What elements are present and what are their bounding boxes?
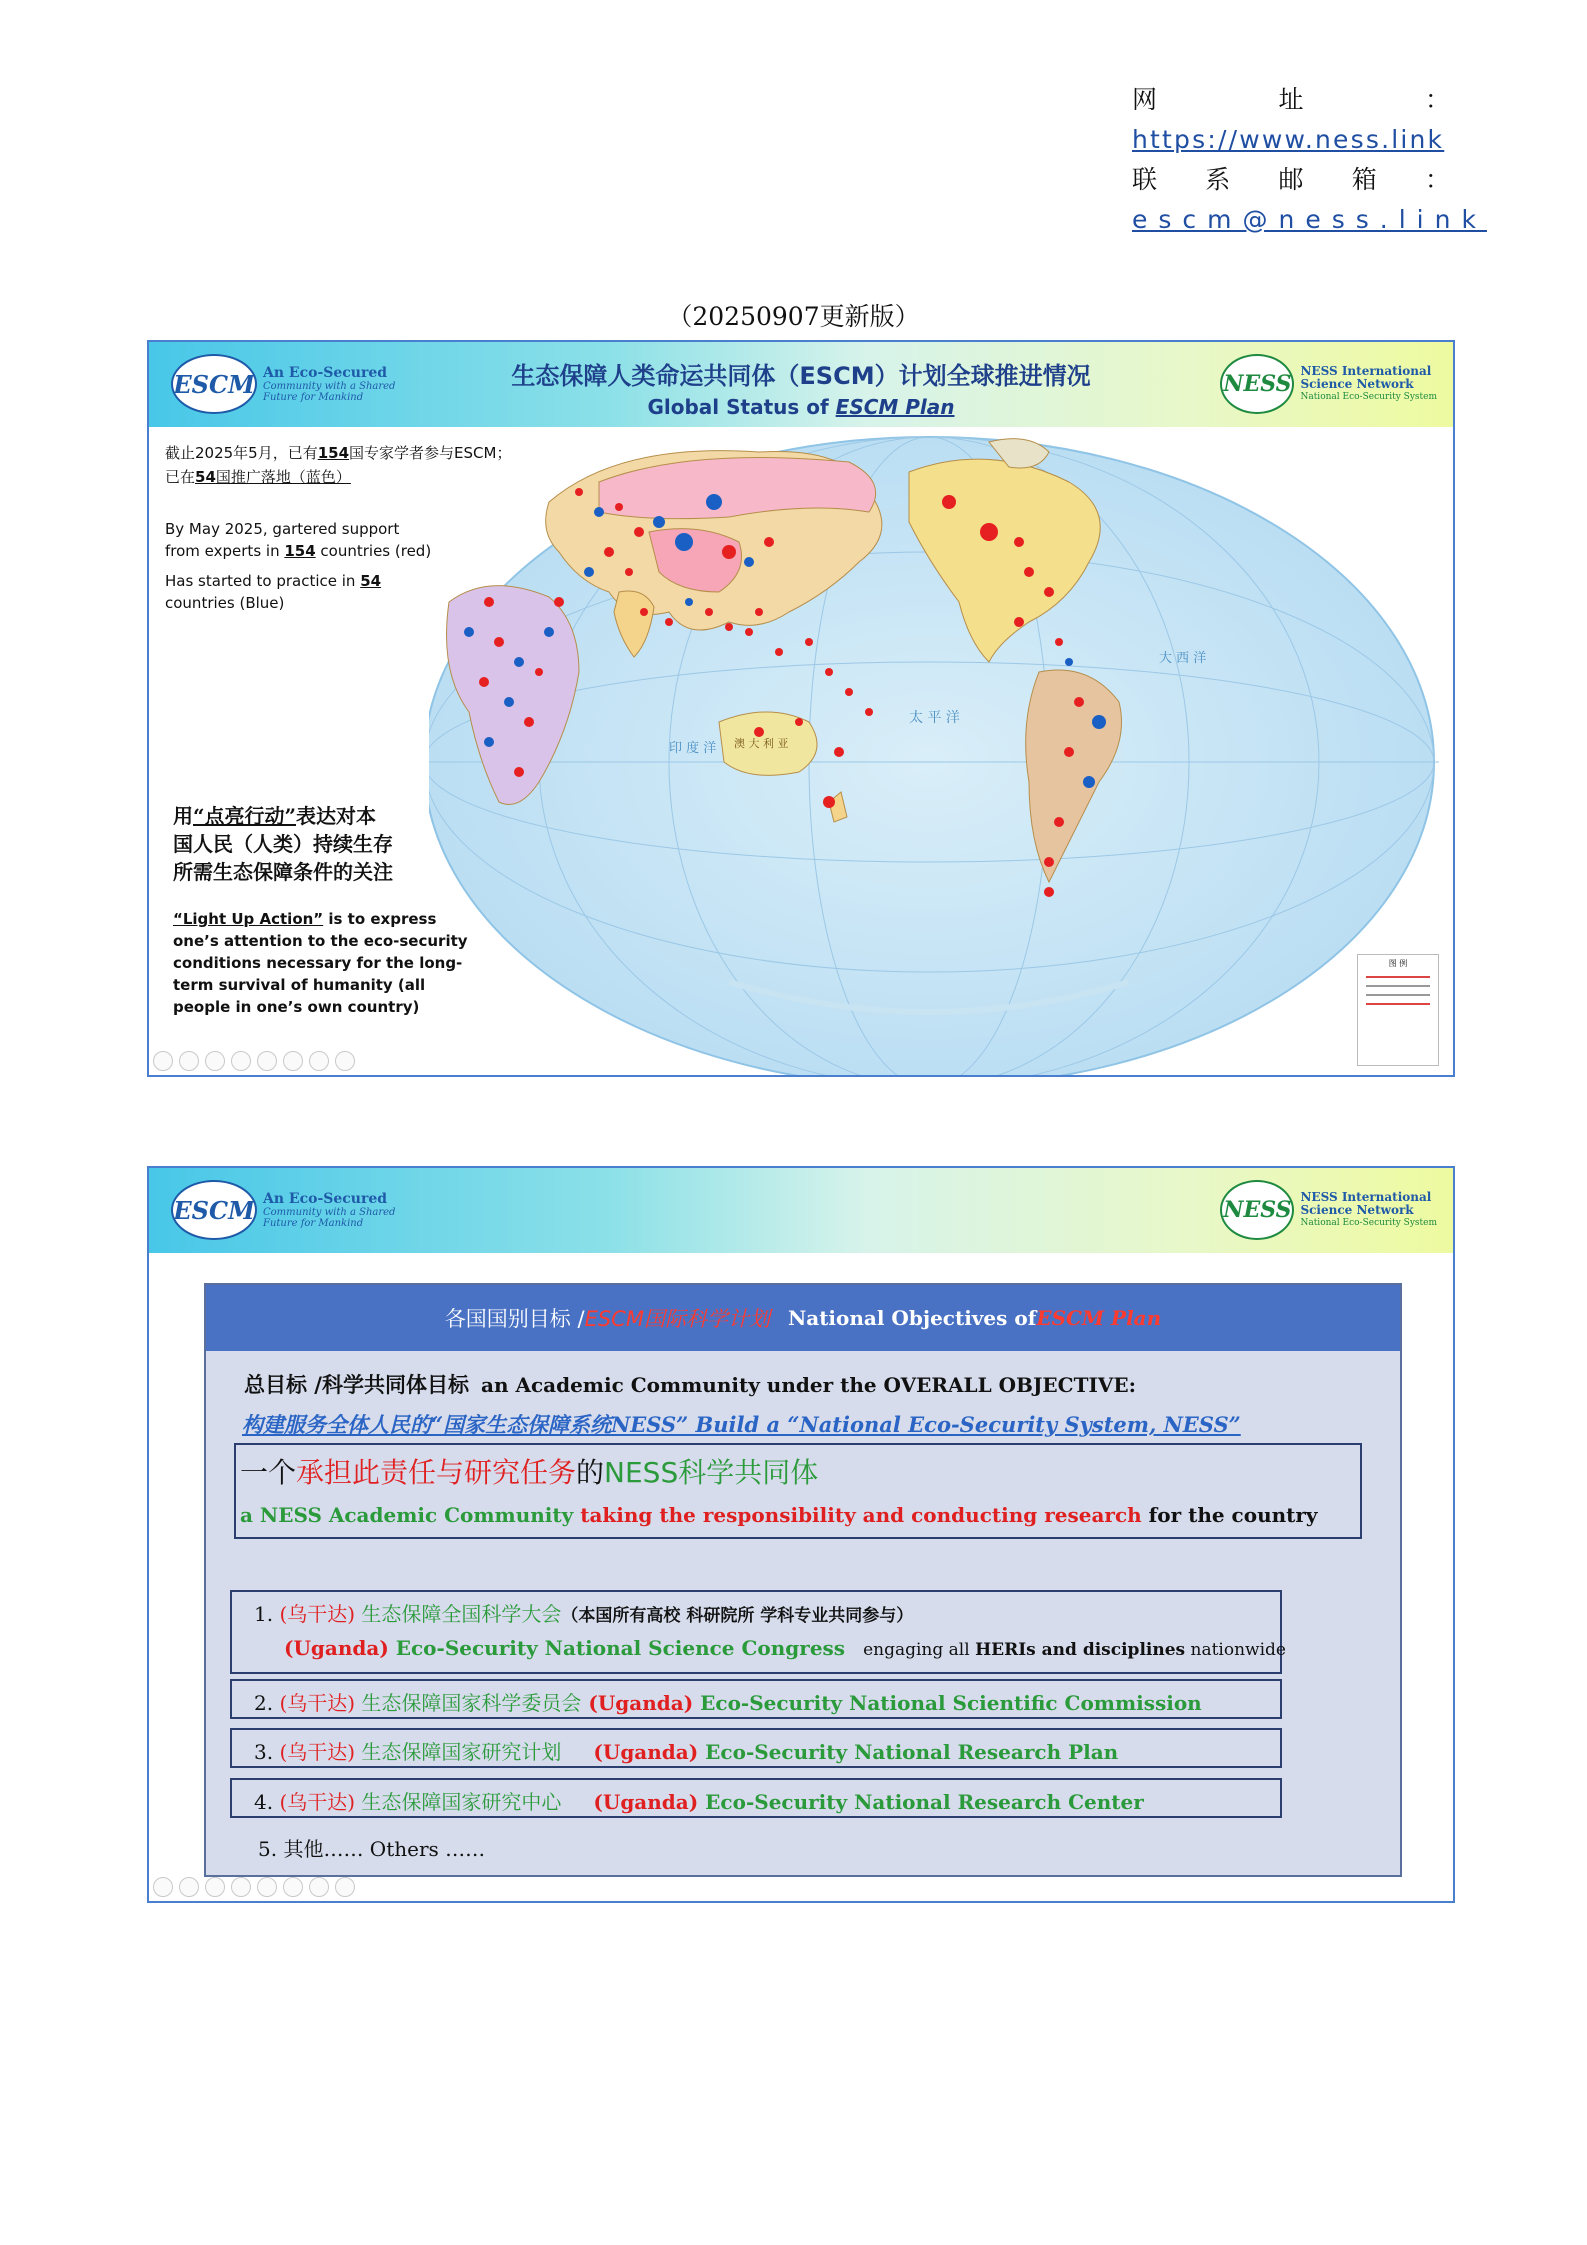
slide-global-status bbox=[147, 340, 1455, 1077]
map-dot-support bbox=[514, 767, 524, 777]
map-dot-support bbox=[845, 688, 853, 696]
community-en: a NESS Academic Community taking the responsibility and conducting research for the country bbox=[240, 1503, 1318, 1527]
camera-icon[interactable] bbox=[309, 1051, 329, 1071]
map-dot-support bbox=[805, 638, 813, 646]
map-dot-support bbox=[1014, 617, 1024, 627]
map-dot-practice bbox=[653, 516, 665, 528]
note-en-line3: Has started to practice in 54 bbox=[165, 572, 382, 590]
note-cn-line1: 截止2025年5月，已有154国专家学者参与ESCM； bbox=[165, 444, 512, 462]
escm-logo-line1: An Eco-Secured bbox=[263, 365, 388, 381]
ness-logo-badge: NESS bbox=[1220, 354, 1294, 414]
map-dot-practice bbox=[685, 598, 693, 606]
map-dot-support bbox=[865, 708, 873, 716]
map-dot-support bbox=[745, 628, 753, 636]
map-dot-support bbox=[1044, 857, 1054, 867]
map-legend bbox=[1357, 954, 1439, 1066]
map-dot-practice bbox=[484, 737, 494, 747]
more-icon[interactable] bbox=[335, 1877, 355, 1897]
map-dot-practice bbox=[584, 567, 594, 577]
map-dot-support bbox=[823, 796, 835, 808]
map-dot-support bbox=[554, 597, 564, 607]
slide-banner bbox=[149, 342, 1453, 427]
map-dot-support bbox=[1014, 537, 1024, 547]
map-label-indian: 印 度 洋 bbox=[669, 741, 717, 756]
map-dot-support bbox=[625, 568, 633, 576]
overall-objective: 总目标 /科学共同体目标 an Academic Community under the OVERALL OBJECTIVE: bbox=[244, 1373, 1136, 1397]
website-label-a: 网 bbox=[1132, 85, 1158, 114]
map-dot-support bbox=[1074, 697, 1084, 707]
map-dot-support bbox=[980, 523, 998, 541]
email-colon: ： bbox=[1424, 165, 1450, 194]
prev-icon[interactable] bbox=[153, 1877, 173, 1897]
email-label-d: 箱 bbox=[1351, 165, 1377, 194]
website-label-b: 址 bbox=[1278, 85, 1304, 114]
map-label-pacific: 太 平 洋 bbox=[909, 710, 960, 726]
note-en-line2: from experts in 154 countries (red) bbox=[165, 542, 432, 560]
email-link[interactable]: escm@ness.link bbox=[1132, 205, 1487, 234]
note-cn-line2: 已在54国推广落地（蓝色） bbox=[165, 468, 351, 486]
map-dot-practice bbox=[706, 494, 722, 510]
map-dot-support bbox=[1024, 567, 1034, 577]
next-icon[interactable] bbox=[179, 1051, 199, 1071]
screen-icon[interactable] bbox=[283, 1877, 303, 1897]
map-dot-practice bbox=[594, 507, 604, 517]
email-label-row bbox=[1132, 160, 1450, 200]
slide-title-en-pre: Global Status of bbox=[647, 395, 836, 419]
email-label-b: 系 bbox=[1205, 165, 1231, 194]
objective-item-3: 3. (乌干达) 生态保障国家研究计划 (Uganda) Eco-Security National Research Plan bbox=[230, 1728, 1282, 1768]
map-dot-practice bbox=[1083, 776, 1095, 788]
map-dot-practice bbox=[544, 627, 554, 637]
map-dot-support bbox=[484, 597, 494, 607]
map-dot-support bbox=[479, 677, 489, 687]
map-dot-support bbox=[524, 717, 534, 727]
escm-logo-line3: Future for Mankind bbox=[263, 392, 364, 403]
camera-icon[interactable] bbox=[309, 1877, 329, 1897]
objective-item-5: 5. 其他…… Others …… bbox=[258, 1837, 486, 1861]
website-link[interactable]: https://www.ness.link bbox=[1132, 125, 1445, 154]
community-box bbox=[234, 1443, 1362, 1539]
slide-national-objectives bbox=[147, 1166, 1455, 1903]
map-dot-support bbox=[825, 668, 833, 676]
map-dot-practice bbox=[514, 657, 524, 667]
map-dot-practice bbox=[675, 533, 693, 551]
map-dot-support bbox=[764, 537, 774, 547]
website-colon: ： bbox=[1424, 85, 1450, 114]
map-dot-support bbox=[942, 495, 956, 509]
ness-logo bbox=[1220, 354, 1437, 414]
prev-icon[interactable] bbox=[153, 1051, 173, 1071]
pen-icon[interactable] bbox=[205, 1877, 225, 1897]
ness-logo-badge-2: NESS bbox=[1220, 1180, 1294, 1240]
escm-logo-line2: Community with a Shared bbox=[263, 381, 396, 392]
map-dot-practice bbox=[504, 697, 514, 707]
map-dot-support bbox=[834, 747, 844, 757]
note-en-line1: By May 2025, gartered support bbox=[165, 520, 400, 538]
map-dot-support bbox=[1054, 817, 1064, 827]
objective-item-4: 4. (乌干达) 生态保障国家研究中心 (Uganda) Eco-Security National Research Center bbox=[230, 1778, 1282, 1818]
version-note: （20250907更新版） bbox=[667, 302, 920, 331]
screen-icon[interactable] bbox=[283, 1051, 303, 1071]
objectives-box bbox=[204, 1283, 1402, 1877]
map-dot-support bbox=[754, 727, 764, 737]
copy-icon[interactable] bbox=[231, 1051, 251, 1071]
map-dot-support bbox=[1064, 747, 1074, 757]
website-label-row bbox=[1132, 80, 1450, 120]
map-dot-practice bbox=[1092, 715, 1106, 729]
objectives-header: 各国国别目标 / ESCM国际科学计划 National Objectives of ESCM Plan bbox=[206, 1285, 1400, 1351]
more-icon[interactable] bbox=[335, 1051, 355, 1071]
ness-logo-line1: NESS International bbox=[1300, 363, 1432, 378]
map-dot-support bbox=[634, 527, 644, 537]
legend-title: 图 例 bbox=[1388, 959, 1408, 968]
map-dot-support bbox=[705, 608, 713, 616]
map-dot-support bbox=[795, 718, 803, 726]
ness-logo-line2: Science Network bbox=[1300, 376, 1414, 391]
ness-goal: 构建服务全体人民的“国家生态保障系统NESS” Build a “National Eco-Security System, NESS” bbox=[242, 1412, 1241, 1437]
map-dot-support bbox=[665, 618, 673, 626]
ness-logo-2: NESS NESS International Science Network National Eco-Security System bbox=[1220, 1180, 1437, 1240]
objective-item-2: 2. (乌干达) 生态保障国家科学委员会 (Uganda) Eco-Security National Scientific Commission bbox=[230, 1679, 1282, 1719]
note-en-line4: countries (Blue) bbox=[165, 594, 285, 612]
map-dot-practice bbox=[744, 557, 754, 567]
map-dot-practice bbox=[1065, 658, 1073, 666]
slide-title-en-em: ESCM Plan bbox=[835, 395, 955, 419]
map-dot-support bbox=[575, 488, 583, 496]
copy-icon[interactable] bbox=[231, 1877, 251, 1897]
map-label-atlantic: 大 西 洋 bbox=[1159, 651, 1207, 666]
objective-item-1: 1. (乌干达) 生态保障全国科学大会（本国所有高校 科研院所 学科专业共同参与） (Uganda) Eco-Security National Science Congress engaging all HERIs and disciplines nationwide bbox=[230, 1590, 1282, 1674]
next-icon[interactable] bbox=[179, 1877, 199, 1897]
slide-title-cn: 生态保障人类命运共同体（ESCM）计划全球推进情况 bbox=[511, 362, 1091, 390]
map-dot-support bbox=[775, 648, 783, 656]
ness-logo-line3: National Eco-Security System bbox=[1300, 391, 1437, 402]
email-label-c: 邮 bbox=[1278, 165, 1304, 194]
zoom-icon[interactable] bbox=[257, 1051, 277, 1071]
map-dot-support bbox=[494, 637, 504, 647]
slide2-banner bbox=[149, 1168, 1453, 1253]
light-up-cn: 用“点亮行动”表达对本 国人民（人类）持续生存 所需生态保障条件的关注 bbox=[173, 804, 393, 884]
pen-icon[interactable] bbox=[205, 1051, 225, 1071]
world-map bbox=[429, 422, 1449, 1077]
map-dot-support bbox=[1044, 587, 1054, 597]
light-up-en: “Light Up Action” is to express one’s attention to the eco-security conditions necessary for the long-term survival of humanity (all people in one’s own country) bbox=[173, 910, 468, 1016]
map-dot-support bbox=[604, 547, 614, 557]
email-label-a: 联 bbox=[1132, 165, 1158, 194]
map-dot-support bbox=[640, 608, 648, 616]
zoom-icon[interactable] bbox=[257, 1877, 277, 1897]
map-dot-support bbox=[755, 608, 763, 616]
map-dot-support bbox=[722, 545, 736, 559]
map-dot-support bbox=[1055, 638, 1063, 646]
slide2-toolbar bbox=[153, 1877, 355, 1897]
escm-logo-badge: ESCM bbox=[171, 354, 257, 414]
map-dot-practice bbox=[464, 627, 474, 637]
slide-toolbar bbox=[153, 1051, 355, 1071]
community-cn: 一个承担此责任与研究任务的NESS科学共同体 bbox=[240, 1456, 819, 1489]
map-dot-support bbox=[535, 668, 543, 676]
map-label-australia: 澳 大 利 亚 bbox=[734, 737, 789, 750]
contact-block bbox=[1132, 80, 1487, 240]
map-dot-support bbox=[1044, 887, 1054, 897]
escm-logo-badge-2: ESCM bbox=[171, 1180, 257, 1240]
map-dot-support bbox=[725, 623, 733, 631]
escm-logo-2: ESCM An Eco-Secured Community with a Shared Future for Mankind bbox=[171, 1180, 395, 1240]
map-dot-support bbox=[615, 503, 623, 511]
